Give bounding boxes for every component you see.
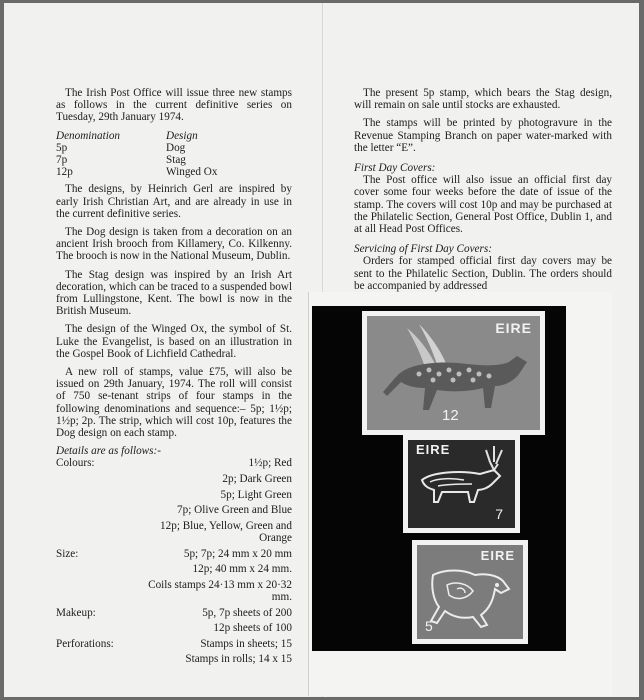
details-label <box>56 520 142 544</box>
stamp-value: 7 <box>495 506 503 522</box>
ox-paragraph: The design of the Winged Ox, the symbol of St. Luke the Evangelist, is based on an illustration in the Gospel Book of Lichfield Cathedral. <box>56 323 292 360</box>
left-column <box>56 87 292 669</box>
details-row <box>56 622 292 634</box>
stamp-country: EIRE <box>416 442 451 457</box>
details-label <box>56 489 142 501</box>
details-row <box>56 548 292 560</box>
design-header: Design <box>166 129 198 142</box>
details-value: 5p, 7p sheets of 200 <box>202 606 292 619</box>
details-label <box>56 622 142 634</box>
details-row <box>56 520 292 544</box>
stamp-5p-dog <box>412 540 528 644</box>
stamp-12p-winged-ox <box>362 311 545 435</box>
details-row <box>56 504 292 516</box>
details-label: Size: <box>56 547 79 560</box>
denomination-table <box>56 130 292 179</box>
printing-paragraph: The stamps will be printed by photogravure in the Revenue Stamping Branch on paper water-marked with the letter “E”. <box>354 117 612 154</box>
details-row <box>56 489 292 501</box>
stamp-country: EIRE <box>480 548 515 563</box>
details-label: Perforations: <box>56 637 114 650</box>
denomination-cell: 12p <box>56 166 73 179</box>
stamp-value: 5 <box>425 618 433 634</box>
details-label <box>56 579 142 603</box>
dog-paragraph: The Dog design is taken from a decoration on an ancient Irish brooch from Killamery, Co. Kilkenny. The brooch is now in the National Museum, Dublin. <box>56 226 292 263</box>
stamp-country: EIRE <box>495 320 532 336</box>
denomination-header: Denomination <box>56 129 121 142</box>
denomination-cell: 5p <box>56 141 68 154</box>
stamp-photo-card <box>308 292 612 696</box>
details-label <box>56 473 142 485</box>
details-value: 1½p; Red <box>248 457 292 470</box>
stamp-7p-stag <box>403 435 520 533</box>
details-value: 5p; Light Green <box>220 488 292 501</box>
roll-paragraph: A new roll of stamps, value £75, will also be issued on 29th January, 1974. The roll will consist of 750 se-tenant strips of four stamps in the following denominations and sequence:– 5p; 1½p; 1½p; 2p. The strip, which will cost 10p, features the Dog design on each stamp. <box>56 366 292 440</box>
denomination-cell: 7p <box>56 154 68 167</box>
intro-paragraph: The Irish Post Office will issue three new stamps as follows in the current definitive series on Tuesday, 29th January 1974. <box>56 87 292 124</box>
fdc-paragraph: The Post office will also issue an official first day cover some four weeks before the date of issue of the stamp. The covers will cost 10p and may be purchased at the Philatelic Section, General Post Office, Dublin 1, and at all Head Post Offices. <box>354 174 612 236</box>
stag-icon <box>408 440 515 528</box>
details-row <box>56 579 292 603</box>
details-row <box>56 457 292 469</box>
details-value: Coils stamps 24·13 mm x 20·32 mm. <box>148 578 292 604</box>
design-cell: Winged Ox <box>166 166 218 179</box>
details-value: 12p sheets of 100 <box>213 622 292 635</box>
details-value: 2p; Dark Green <box>222 473 292 486</box>
details-label <box>56 504 142 516</box>
details-list <box>56 457 292 665</box>
stamp-value: 12 <box>442 407 459 424</box>
stag-paragraph: The Stag design was inspired by an Irish Art decoration, which can be traced to a suspended bowl from Lullingstone, Kent. The bowl is now in the British Museum. <box>56 268 292 318</box>
details-row <box>56 653 292 665</box>
details-label <box>56 563 142 575</box>
present-stamp-paragraph: The present 5p stamp, which bears the Stag design, will remain on sale until stocks are exhausted. <box>354 87 612 112</box>
details-row <box>56 473 292 485</box>
details-label: Makeup: <box>56 606 96 619</box>
design-cell: Stag <box>166 154 186 167</box>
details-value: Stamps in sheets; 15 <box>200 637 292 650</box>
design-cell: Dog <box>166 141 186 154</box>
details-label <box>56 653 142 665</box>
details-row <box>56 638 292 650</box>
details-value: 12p; Blue, Yellow, Green and Orange <box>160 519 292 545</box>
details-row <box>56 607 292 619</box>
winged-ox-icon <box>367 316 540 430</box>
details-row <box>56 563 292 575</box>
details-value: 5p; 7p; 24 mm x 20 mm <box>183 547 292 560</box>
servicing-heading: Servicing of First Day Covers: <box>354 243 492 256</box>
right-column <box>354 87 612 298</box>
designs-paragraph: The designs, by Heinrich Gerl are inspired by early Irish Christian Art, and are already in use in the current definitive series. <box>56 183 292 220</box>
details-value: Stamps in rolls; 14 x 15 <box>185 653 292 666</box>
stamp-photograph <box>312 306 566 651</box>
dog-icon <box>417 545 523 639</box>
servicing-paragraph: Orders for stamped official first day covers may be sent to the Philatelic Section, Dublin. The orders should be accompanied by addressed <box>354 255 612 292</box>
fdc-heading: First Day Covers: <box>354 162 436 175</box>
details-label: Colours: <box>56 457 95 470</box>
details-value: 12p; 40 mm x 24 mm. <box>192 563 292 576</box>
details-heading: Details are as follows:- <box>56 445 161 458</box>
details-value: 7p; Olive Green and Blue <box>177 504 292 517</box>
